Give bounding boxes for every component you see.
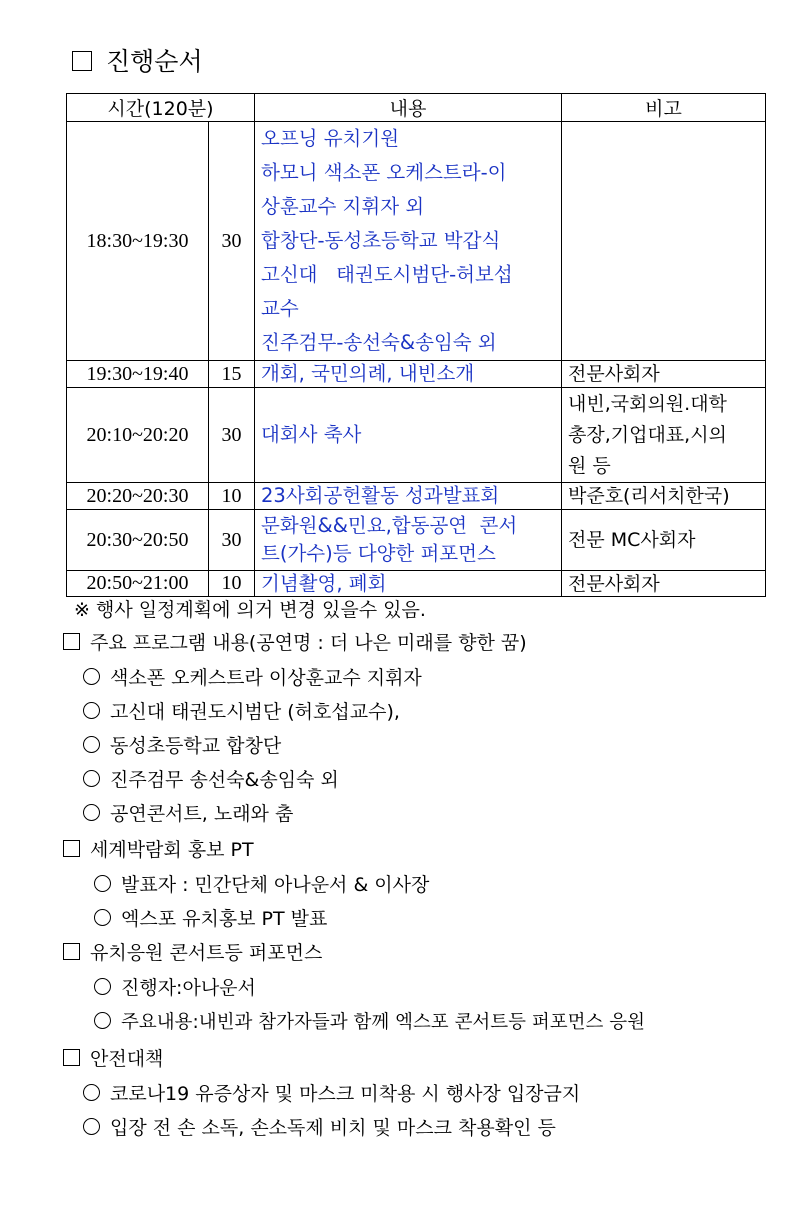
circle-bullet-icon [83, 1118, 100, 1135]
row-note: 전문사회자 [562, 361, 766, 388]
row-time: 19:30~19:40 [67, 361, 209, 388]
list-item [94, 870, 429, 897]
circle-bullet-icon [83, 770, 100, 787]
list-item [83, 663, 422, 690]
content-line: 트(가수)등 다양한 퍼포먼스 [261, 542, 496, 565]
section-heading [63, 938, 322, 965]
content-line: 문화원&&민요,합동공연 콘서 [261, 514, 518, 537]
square-bullet-icon [63, 633, 80, 650]
table-header-row [67, 94, 766, 122]
row-duration: 30 [209, 122, 255, 361]
note-line: 내빈,국회의원.대학 [568, 392, 727, 415]
section-heading-text: 안전대책 [90, 1048, 164, 1070]
row-duration: 30 [209, 388, 255, 483]
content-line: 진주검무-송선숙&송임숙 외 [261, 331, 497, 354]
footnote: ※ 행사 일정계획에 의거 변경 있을수 있음. [74, 599, 426, 621]
row-time: 20:30~20:50 [67, 510, 209, 571]
list-item [83, 799, 293, 826]
circle-bullet-icon [83, 804, 100, 821]
section-heading-text: 유치응원 콘서트등 퍼포먼스 [90, 942, 323, 964]
content-line: 합창단-동성초등학교 박갑식 [261, 229, 501, 252]
row-content: 기념촬영, 폐회 [255, 571, 562, 597]
list-item [94, 1008, 645, 1034]
list-item-text: 엑스포 유치홍보 PT 발표 [121, 908, 328, 930]
row-duration: 15 [209, 361, 255, 388]
square-bullet-icon [63, 1049, 80, 1066]
list-item-text: 공연콘서트, 노래와 춤 [110, 803, 294, 825]
square-bullet-icon [63, 943, 80, 960]
list-item-text: 동성초등학교 합창단 [110, 735, 282, 757]
row-time: 18:30~19:30 [67, 122, 209, 361]
row-time: 20:20~20:30 [67, 483, 209, 510]
row-note: 박준호(리서치한국) [562, 483, 766, 510]
circle-bullet-icon [83, 668, 100, 685]
row-note [562, 122, 766, 361]
circle-bullet-icon [83, 736, 100, 753]
content-line: 고신대 태권도시범단-허보섭 [261, 263, 513, 286]
note-line: 총장,기업대표,시의 [568, 423, 727, 446]
row-content: 23사회공헌활동 성과발표회 [255, 483, 562, 510]
table-row [67, 510, 766, 571]
checkbox-square-icon [72, 51, 92, 71]
list-item-text: 주요내용:내빈과 참가자들과 함께 엑스포 콘서트등 퍼포먼스 응원 [121, 1012, 646, 1033]
list-item [83, 765, 339, 792]
list-item [83, 1113, 556, 1140]
table-row [67, 122, 766, 361]
circle-bullet-icon [83, 1084, 100, 1101]
list-item [94, 973, 256, 1000]
list-item-text: 진주검무 송선숙&송임숙 외 [110, 769, 339, 791]
content-line: 교수 [261, 297, 299, 320]
list-item [83, 1079, 580, 1106]
row-duration: 10 [209, 571, 255, 597]
note-line: 원 등 [568, 454, 611, 477]
table-row [67, 361, 766, 388]
row-note: 전문사회자 [562, 571, 766, 597]
square-bullet-icon [63, 840, 80, 857]
header-content: 내용 [255, 94, 562, 122]
content-line: 상훈교수 지휘자 외 [261, 195, 425, 218]
row-note: 전문 MC사회자 [562, 510, 766, 571]
list-item-text: 진행자:아나운서 [121, 977, 256, 999]
list-item-text: 색소폰 오케스트라 이상훈교수 지휘자 [110, 667, 422, 689]
circle-bullet-icon [94, 1012, 111, 1029]
circle-bullet-icon [94, 909, 111, 926]
schedule-table [66, 93, 766, 597]
row-time: 20:10~20:20 [67, 388, 209, 483]
row-content [255, 122, 562, 361]
row-duration: 10 [209, 483, 255, 510]
row-time: 20:50~21:00 [67, 571, 209, 597]
section-heading [63, 1044, 163, 1071]
list-item-text: 입장 전 손 소독, 손소독제 비치 및 마스크 착용확인 등 [110, 1117, 556, 1139]
row-content [255, 510, 562, 571]
circle-bullet-icon [83, 702, 100, 719]
page-title [72, 42, 203, 78]
list-item [94, 904, 327, 931]
list-item-text: 고신대 태권도시범단 (허호섭교수), [110, 701, 400, 723]
header-time: 시간(120분) [67, 94, 255, 122]
title-text: 진행순서 [106, 47, 203, 76]
table-row [67, 571, 766, 597]
row-content: 대회사 축사 [255, 388, 562, 483]
content-line: 하모니 색소폰 오케스트라-이 [261, 161, 507, 184]
list-item-text: 코로나19 유증상자 및 마스크 미착용 시 행사장 입장금지 [110, 1083, 581, 1105]
circle-bullet-icon [94, 875, 111, 892]
section-heading [63, 835, 254, 862]
section-heading-text: 주요 프로그램 내용(공연명 : 더 나은 미래를 향한 꿈) [90, 632, 527, 654]
row-content: 개회, 국민의례, 내빈소개 [255, 361, 562, 388]
list-item [83, 697, 400, 724]
table-row [67, 388, 766, 483]
list-item-text: 발표자 : 민간단체 아나운서 & 이사장 [121, 874, 430, 896]
content-line: 오프닝 유치기원 [261, 127, 400, 150]
section-heading [63, 628, 527, 655]
section-heading-text: 세계박람회 홍보 PT [90, 839, 254, 861]
header-note: 비고 [562, 94, 766, 122]
circle-bullet-icon [94, 978, 111, 995]
table-row [67, 483, 766, 510]
list-item [83, 731, 281, 758]
row-duration: 30 [209, 510, 255, 571]
row-note [562, 388, 766, 483]
